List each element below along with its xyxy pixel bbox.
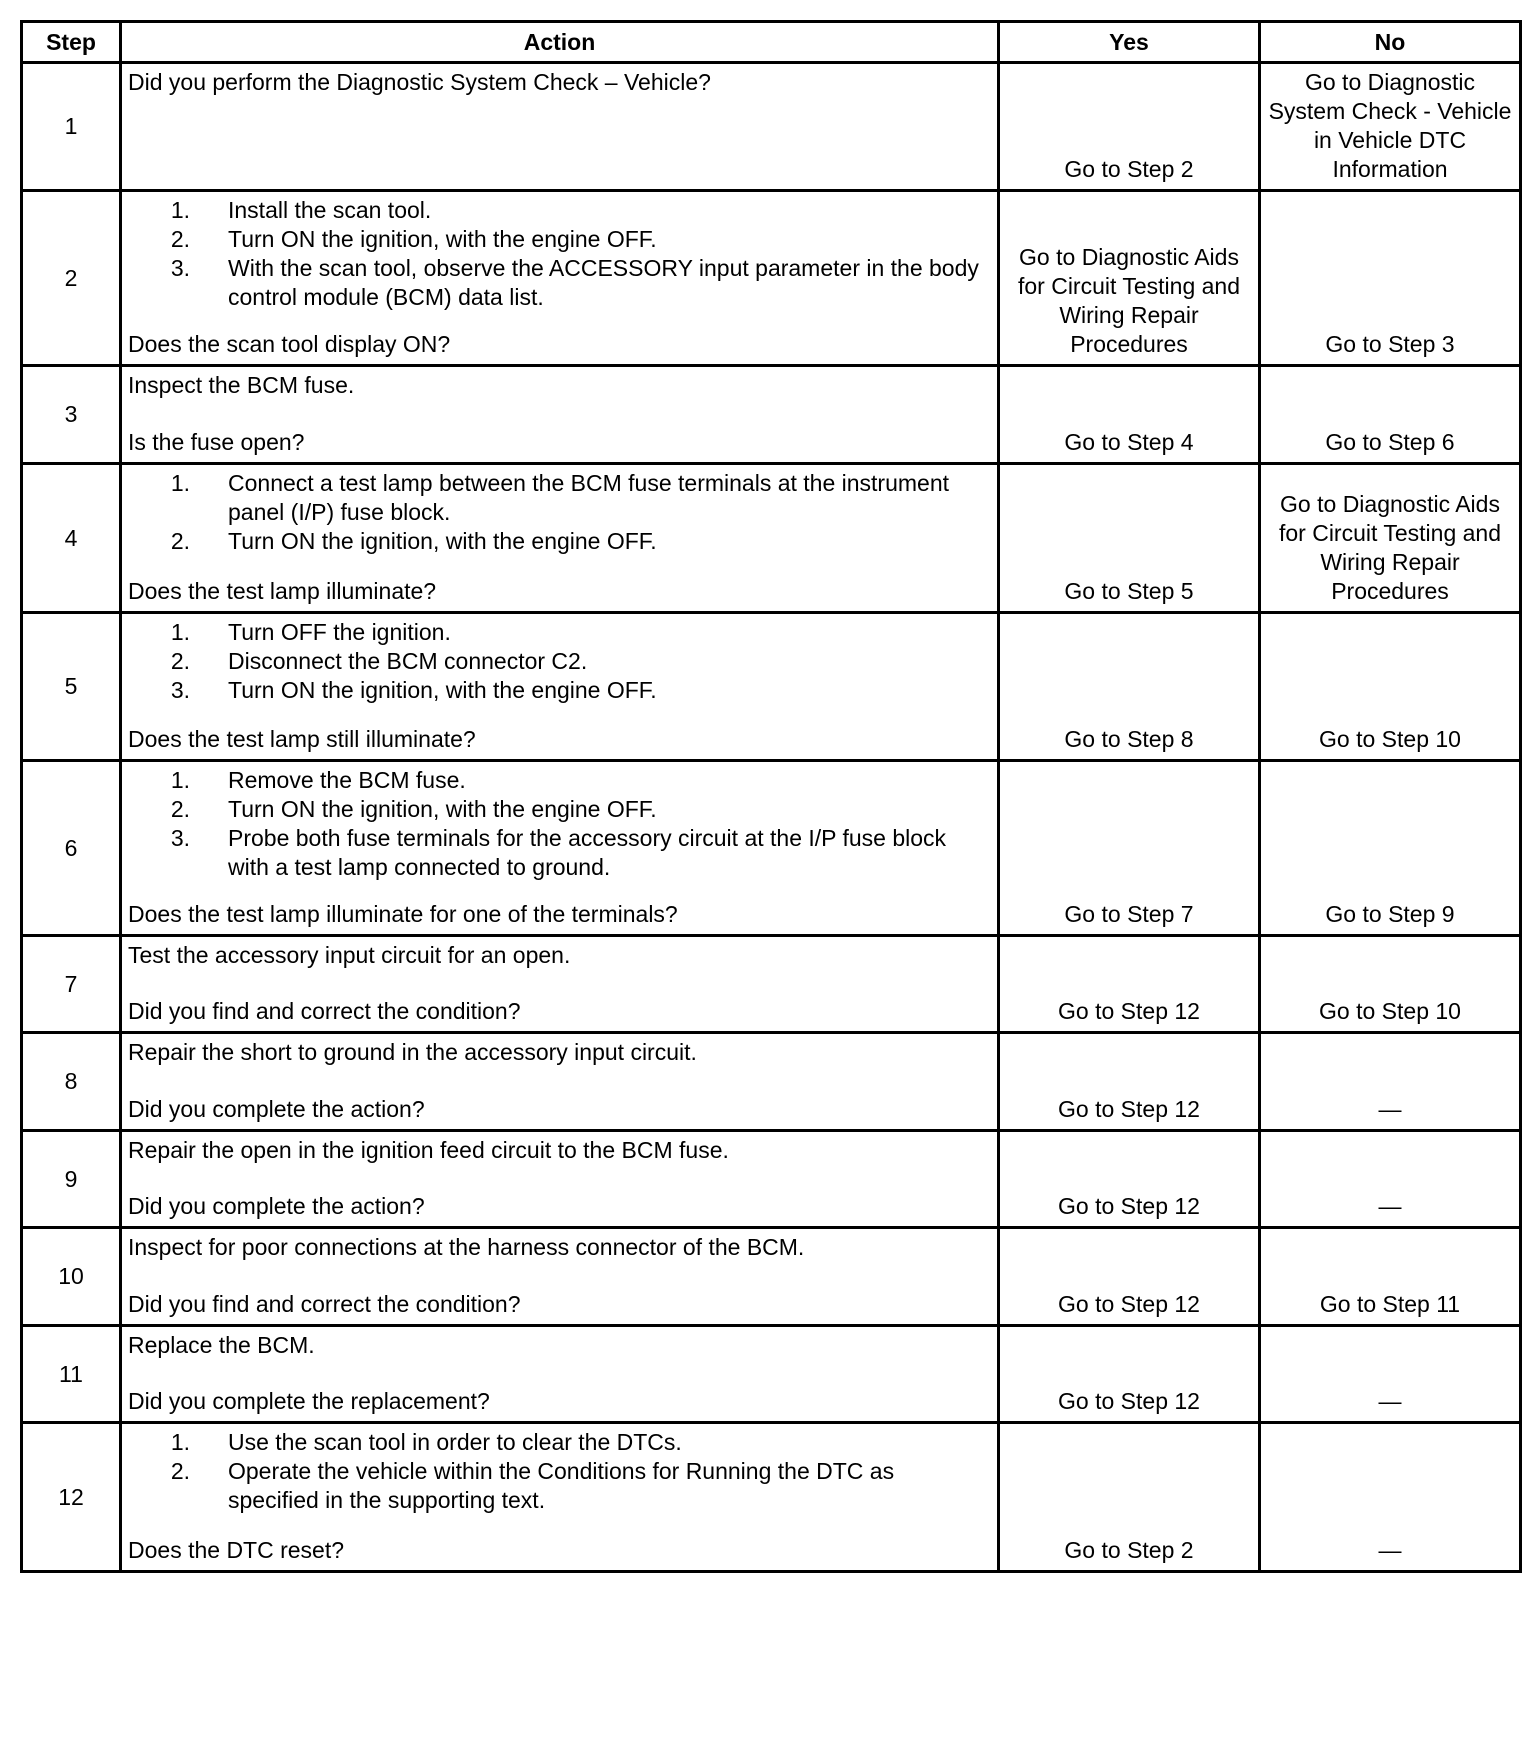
action-step-item: [128, 527, 989, 556]
action-cell: [121, 191, 999, 366]
action-intro: Repair the short to ground in the accessory input circuit.: [128, 1039, 697, 1065]
action-question: Did you complete the replacement?: [128, 1388, 490, 1414]
action-cell: [121, 1033, 999, 1131]
action-question: Does the DTC reset?: [128, 1537, 345, 1563]
action-steps: [128, 766, 989, 882]
action-instructions: [128, 196, 989, 312]
yes-outcome: Go to Step 2: [999, 63, 1260, 191]
action-content: [128, 941, 989, 1026]
action-steps: [128, 1428, 989, 1515]
step-number: 3: [22, 366, 121, 464]
yes-outcome: Go to Step 5: [999, 464, 1260, 613]
action-step-item: [128, 196, 989, 225]
table-row: [22, 613, 1521, 761]
action-step-text: Disconnect the BCM connector C2.: [228, 648, 588, 674]
action-step-item: [128, 225, 989, 254]
action-question: Does the test lamp illuminate?: [128, 578, 437, 604]
step-number: 5: [22, 613, 121, 761]
action-step-item: [128, 766, 989, 795]
action-instructions: [128, 1233, 989, 1262]
action-intro: Replace the BCM.: [128, 1332, 315, 1358]
no-outcome: Go to Step 6: [1260, 366, 1521, 464]
action-content: [128, 1233, 989, 1319]
step-number: 9: [22, 1131, 121, 1228]
action-cell: [121, 1228, 999, 1326]
action-step-number: 1.: [170, 1429, 190, 1455]
yes-outcome: Go to Step 8: [999, 613, 1260, 761]
table-body: [22, 63, 1521, 1572]
action-question: Did you find and correct the condition?: [128, 1291, 521, 1317]
action-instructions: [128, 1038, 989, 1067]
action-instructions: [128, 371, 989, 400]
table-row: [22, 63, 1521, 191]
action-step-number: 1.: [170, 767, 190, 793]
action-content: [128, 371, 989, 457]
action-step-text: Turn ON the ignition, with the engine OFF.: [228, 677, 657, 703]
no-outcome: —: [1260, 1131, 1521, 1228]
action-step-number: 2.: [170, 796, 190, 822]
action-question: Did you find and correct the condition?: [128, 998, 521, 1024]
action-step-item: [128, 1457, 989, 1515]
action-question: Did you complete the action?: [128, 1096, 425, 1122]
no-outcome: —: [1260, 1033, 1521, 1131]
yes-outcome: Go to Step 12: [999, 936, 1260, 1033]
action-content: [128, 618, 989, 754]
action-steps: [128, 196, 989, 312]
action-step-item: [128, 254, 989, 312]
action-content: [128, 68, 989, 168]
action-step-number: 2.: [170, 648, 190, 674]
action-instructions: [128, 1136, 989, 1165]
action-question: Does the test lamp illuminate for one of the terminals?: [128, 901, 678, 927]
action-content: [128, 1136, 989, 1221]
action-cell: [121, 63, 999, 191]
action-step-text: Probe both fuse terminals for the accessory circuit at the I/P fuse block with a test lamp connected to ground.: [228, 825, 947, 880]
no-outcome: Go to Step 3: [1260, 191, 1521, 366]
action-step-number: 3.: [170, 677, 190, 703]
action-step-text: Turn OFF the ignition.: [228, 619, 451, 645]
action-content: [128, 1331, 989, 1416]
step-number: 4: [22, 464, 121, 613]
no-outcome: —: [1260, 1326, 1521, 1423]
table-row: [22, 366, 1521, 464]
yes-outcome: Go to Step 12: [999, 1228, 1260, 1326]
action-question: Did you complete the action?: [128, 1193, 425, 1219]
action-step-number: 2.: [170, 1458, 190, 1484]
action-instructions: [128, 618, 989, 705]
action-instructions: [128, 68, 989, 97]
yes-outcome: Go to Step 12: [999, 1326, 1260, 1423]
action-step-text: Install the scan tool.: [228, 197, 432, 223]
yes-outcome: Go to Step 12: [999, 1131, 1260, 1228]
action-cell: [121, 366, 999, 464]
step-number: 2: [22, 191, 121, 366]
header-step: Step: [22, 22, 121, 63]
header-yes: Yes: [999, 22, 1260, 63]
action-step-number: 3.: [170, 255, 190, 281]
action-steps: [128, 469, 989, 556]
action-step-text: Remove the BCM fuse.: [228, 767, 466, 793]
action-step-number: 2.: [170, 528, 190, 554]
no-outcome: Go to Step 10: [1260, 613, 1521, 761]
table-row: [22, 936, 1521, 1033]
action-instructions: [128, 469, 989, 556]
action-intro: Inspect for poor connections at the harness connector of the BCM.: [128, 1234, 805, 1260]
action-instructions: [128, 1331, 989, 1360]
action-intro: Inspect the BCM fuse.: [128, 372, 355, 398]
action-step-number: 1.: [170, 619, 190, 645]
action-cell: [121, 1326, 999, 1423]
step-number: 6: [22, 761, 121, 936]
action-step-number: 1.: [170, 470, 190, 496]
diagnostic-table: [20, 20, 1522, 1573]
yes-outcome: Go to Step 4: [999, 366, 1260, 464]
action-step-text: Connect a test lamp between the BCM fuse terminals at the instrument panel (I/P) fuse block.: [228, 470, 950, 525]
no-outcome: Go to Diagnostic Aids for Circuit Testing and Wiring Repair Procedures: [1260, 464, 1521, 613]
yes-outcome: Go to Step 12: [999, 1033, 1260, 1131]
action-instructions: [128, 941, 989, 970]
yes-outcome: Go to Step 2: [999, 1423, 1260, 1572]
action-cell: [121, 936, 999, 1033]
action-step-item: [128, 469, 989, 527]
action-intro: Repair the open in the ignition feed circuit to the BCM fuse.: [128, 1137, 729, 1163]
action-step-text: Turn ON the ignition, with the engine OFF.: [228, 528, 657, 554]
action-step-number: 3.: [170, 825, 190, 851]
step-number: 8: [22, 1033, 121, 1131]
no-outcome: Go to Diagnostic System Check - Vehicle in Vehicle DTC Information: [1260, 63, 1521, 191]
action-step-item: [128, 676, 989, 705]
action-step-text: Turn ON the ignition, with the engine OFF.: [228, 796, 657, 822]
header-action: Action: [121, 22, 999, 63]
action-intro: Did you perform the Diagnostic System Check – Vehicle?: [128, 69, 711, 95]
action-content: [128, 1038, 989, 1124]
action-cell: [121, 613, 999, 761]
no-outcome: Go to Step 10: [1260, 936, 1521, 1033]
action-step-item: [128, 795, 989, 824]
action-step-item: [128, 618, 989, 647]
action-question: Does the test lamp still illuminate?: [128, 726, 476, 752]
action-instructions: [128, 1428, 989, 1515]
step-number: 10: [22, 1228, 121, 1326]
table-row: [22, 1326, 1521, 1423]
action-question: Is the fuse open?: [128, 429, 305, 455]
table-row: [22, 1033, 1521, 1131]
header-no: No: [1260, 22, 1521, 63]
action-content: [128, 1428, 989, 1565]
no-outcome: Go to Step 11: [1260, 1228, 1521, 1326]
table-row: [22, 1131, 1521, 1228]
action-cell: [121, 464, 999, 613]
action-steps: [128, 618, 989, 705]
action-cell: [121, 761, 999, 936]
action-step-item: [128, 1428, 989, 1457]
action-content: [128, 196, 989, 359]
action-step-text: Use the scan tool in order to clear the DTCs.: [228, 1429, 682, 1455]
table-row: [22, 761, 1521, 936]
action-content: [128, 766, 989, 929]
yes-outcome: Go to Diagnostic Aids for Circuit Testing and Wiring Repair Procedures: [999, 191, 1260, 366]
action-step-item: [128, 824, 989, 882]
action-cell: [121, 1131, 999, 1228]
action-step-text: With the scan tool, observe the ACCESSORY input parameter in the body control module (BCM) data list.: [228, 255, 979, 310]
action-intro: Test the accessory input circuit for an open.: [128, 942, 571, 968]
action-instructions: [128, 766, 989, 882]
step-number: 12: [22, 1423, 121, 1572]
action-step-item: [128, 647, 989, 676]
table-row: [22, 191, 1521, 366]
action-step-text: Operate the vehicle within the Conditions for Running the DTC as specified in the supporting text.: [228, 1458, 895, 1513]
table-row: [22, 1228, 1521, 1326]
step-number: 1: [22, 63, 121, 191]
action-step-number: 2.: [170, 226, 190, 252]
step-number: 7: [22, 936, 121, 1033]
no-outcome: Go to Step 9: [1260, 761, 1521, 936]
table-row: [22, 464, 1521, 613]
header-row: [22, 22, 1521, 63]
no-outcome: —: [1260, 1423, 1521, 1572]
action-content: [128, 469, 989, 606]
yes-outcome: Go to Step 7: [999, 761, 1260, 936]
action-step-number: 1.: [170, 197, 190, 223]
step-number: 11: [22, 1326, 121, 1423]
action-step-text: Turn ON the ignition, with the engine OFF.: [228, 226, 657, 252]
action-question: Does the scan tool display ON?: [128, 331, 451, 357]
table-row: [22, 1423, 1521, 1572]
action-cell: [121, 1423, 999, 1572]
